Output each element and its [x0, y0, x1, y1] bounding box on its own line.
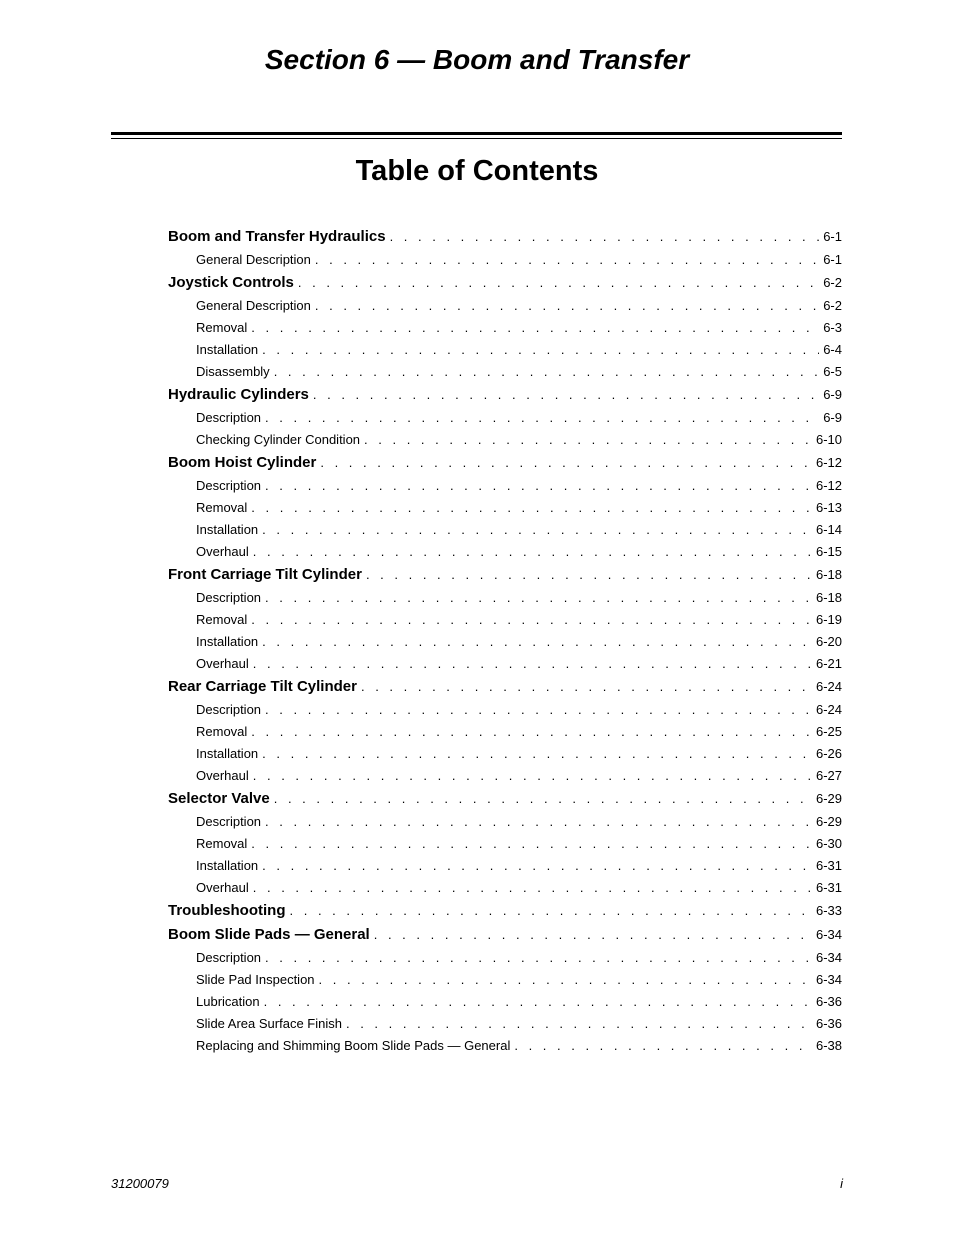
toc-section-entry[interactable] — [168, 923, 842, 947]
toc-entry-page: 6-38 — [815, 1038, 842, 1053]
toc-entry-page: 6-36 — [815, 1016, 842, 1031]
toc-section-entry[interactable] — [168, 787, 842, 811]
toc-entry-page: 6-27 — [815, 768, 842, 783]
toc-entry-label: Overhaul — [196, 768, 249, 783]
toc-entry-page: 6-19 — [815, 612, 842, 627]
toc-dot-leader — [320, 451, 812, 475]
toc-dot-leader — [253, 765, 812, 787]
toc-entry-page: 6-24 — [815, 679, 842, 694]
toc-dot-leader — [374, 923, 812, 947]
toc-entry-label: Boom and Transfer Hydraulics — [168, 228, 386, 245]
toc-entry-page: 6-1 — [823, 252, 842, 267]
header-rule-thick — [111, 132, 842, 135]
toc-dot-leader — [262, 743, 812, 765]
toc-dot-leader — [265, 587, 812, 609]
toc-dot-leader — [253, 653, 812, 675]
toc-entry-label: Installation — [196, 634, 259, 649]
toc-section-entry[interactable] — [168, 899, 842, 923]
toc-section-entry[interactable] — [168, 271, 842, 295]
toc-dot-leader — [265, 699, 812, 721]
toc-entry-label: Overhaul — [196, 544, 249, 559]
toc-dot-leader — [319, 969, 812, 991]
toc-dot-leader — [290, 899, 812, 923]
toc-subsection-entry[interactable] — [168, 877, 842, 899]
toc-entry-page: 6-15 — [815, 544, 842, 559]
toc-subsection-entry[interactable] — [168, 339, 842, 361]
toc-entry-page: 6-12 — [815, 455, 842, 470]
toc-dot-leader — [265, 811, 812, 833]
toc-dot-leader — [265, 407, 819, 429]
toc-entry-label: Installation — [196, 858, 259, 873]
toc-section-entry[interactable] — [168, 563, 842, 587]
toc-subsection-entry[interactable] — [168, 855, 842, 877]
toc-entry-page: 6-18 — [815, 590, 842, 605]
toc-entry-page: 6-31 — [815, 880, 842, 895]
toc-entry-page: 6-2 — [823, 275, 842, 290]
toc-entry-page: 6-1 — [823, 229, 842, 244]
toc-entry-label: Selector Valve — [168, 790, 270, 807]
toc-subsection-entry[interactable] — [168, 519, 842, 541]
toc-entry-page: 6-25 — [815, 724, 842, 739]
toc-entry-label: Lubrication — [196, 994, 260, 1009]
toc-entry-label: General Description — [196, 252, 311, 267]
section-title: Section 6 — Boom and Transfer — [264, 44, 690, 75]
toc-entry-page: 6-26 — [815, 746, 842, 761]
toc-entry-label: Installation — [196, 522, 259, 537]
toc-entry-page: 6-21 — [815, 656, 842, 671]
toc-subsection-entry[interactable] — [168, 947, 842, 969]
toc-dot-leader — [313, 383, 819, 407]
toc-subsection-entry[interactable] — [168, 743, 842, 765]
toc-entry-page: 6-14 — [815, 522, 842, 537]
toc-dot-leader — [262, 631, 812, 653]
toc-subsection-entry[interactable] — [168, 1035, 842, 1057]
toc-subsection-entry[interactable] — [168, 407, 842, 429]
toc-entry-label: Removal — [196, 836, 248, 851]
toc-entry-label: Slide Area Surface Finish — [196, 1016, 342, 1031]
toc-entry-page: 6-9 — [823, 410, 842, 425]
toc-dot-leader — [251, 609, 812, 631]
toc-dot-leader — [298, 271, 819, 295]
toc-dot-leader — [274, 787, 812, 811]
toc-entry-page: 6-33 — [815, 903, 842, 918]
toc-dot-leader — [274, 361, 820, 383]
toc-subsection-entry[interactable] — [168, 811, 842, 833]
toc-entry-label: Overhaul — [196, 656, 249, 671]
toc-entry-page: 6-13 — [815, 500, 842, 515]
toc-dot-leader — [251, 833, 812, 855]
toc-subsection-entry[interactable] — [168, 587, 842, 609]
header-rule-thin — [111, 138, 842, 139]
toc-dot-leader — [253, 541, 812, 563]
toc-subsection-entry[interactable] — [168, 475, 842, 497]
toc-dot-leader — [390, 225, 820, 249]
toc-entry-label: Removal — [196, 612, 248, 627]
toc-section-entry[interactable] — [168, 451, 842, 475]
toc-entry-page: 6-29 — [815, 814, 842, 829]
toc-entry-label: Description — [196, 410, 262, 425]
toc-subsection-entry[interactable] — [168, 653, 842, 675]
toc-entry-label: Description — [196, 478, 262, 493]
toc-subsection-entry[interactable] — [168, 497, 842, 519]
toc-entry-page: 6-34 — [815, 950, 842, 965]
toc-subsection-entry[interactable] — [168, 317, 842, 339]
toc-dot-leader — [265, 947, 812, 969]
toc-entry-label: Description — [196, 702, 262, 717]
toc-dot-leader — [253, 877, 812, 899]
toc-entry-label: Boom Slide Pads — General — [168, 926, 370, 943]
toc-entry-page: 6-2 — [823, 298, 842, 313]
toc-entry-page: 6-36 — [815, 994, 842, 1009]
toc-subsection-entry[interactable] — [168, 765, 842, 787]
toc-dot-leader — [346, 1013, 812, 1035]
toc-entry-label: Removal — [196, 320, 248, 335]
toc-entry-page: 6-34 — [815, 927, 842, 942]
toc-dot-leader — [264, 991, 812, 1013]
toc-dot-leader — [366, 563, 812, 587]
toc-subsection-entry[interactable] — [168, 295, 842, 317]
toc-entry-label: Overhaul — [196, 880, 249, 895]
toc-entry-label: Troubleshooting — [168, 902, 286, 919]
toc-entry-page: 6-34 — [815, 972, 842, 987]
toc-entry-label: Front Carriage Tilt Cylinder — [168, 566, 362, 583]
toc-entry-label: Hydraulic Cylinders — [168, 386, 309, 403]
toc-dot-leader — [262, 339, 819, 361]
toc-entry-page: 6-18 — [815, 567, 842, 582]
toc-section-entry[interactable] — [168, 225, 842, 249]
toc-entry-label: Joystick Controls — [168, 274, 294, 291]
footer-doc-number: 31200079 — [111, 1176, 169, 1191]
toc-dot-leader — [265, 475, 812, 497]
toc-entry-label: Removal — [196, 724, 248, 739]
toc-entry-label: Description — [196, 814, 262, 829]
toc-subsection-entry[interactable] — [168, 991, 842, 1013]
toc-section-entry[interactable] — [168, 675, 842, 699]
toc-subsection-entry[interactable] — [168, 721, 842, 743]
toc-dot-leader — [251, 317, 819, 339]
toc-dot-leader — [361, 675, 812, 699]
toc-entry-page: 6-9 — [823, 387, 842, 402]
toc-entry-label: Rear Carriage Tilt Cylinder — [168, 678, 357, 695]
toc-subsection-entry[interactable] — [168, 631, 842, 653]
toc-dot-leader — [364, 429, 812, 451]
toc-entry-label: Slide Pad Inspection — [196, 972, 315, 987]
toc-entry-page: 6-29 — [815, 791, 842, 806]
toc-entry-page: 6-3 — [823, 320, 842, 335]
toc-entry-label: General Description — [196, 298, 311, 313]
toc-dot-leader — [315, 295, 819, 317]
toc-entry-label: Checking Cylinder Condition — [196, 432, 361, 447]
toc-dot-leader — [251, 497, 812, 519]
toc-subsection-entry[interactable] — [168, 1013, 842, 1035]
toc-subsection-entry[interactable] — [168, 833, 842, 855]
toc-dot-leader — [262, 519, 812, 541]
toc-dot-leader — [262, 855, 812, 877]
toc-title: Table of Contents — [355, 155, 599, 187]
toc-dot-leader — [251, 721, 812, 743]
toc-entry-page: 6-24 — [815, 702, 842, 717]
toc-entry-page: 6-20 — [815, 634, 842, 649]
toc-subsection-entry[interactable] — [168, 609, 842, 631]
toc-entry-label: Replacing and Shimming Boom Slide Pads — General — [196, 1038, 511, 1053]
toc-entry-page: 6-4 — [823, 342, 842, 357]
toc-entry-label: Removal — [196, 500, 248, 515]
toc-section-entry[interactable] — [168, 383, 842, 407]
toc-entry-page: 6-10 — [815, 432, 842, 447]
toc-subsection-entry[interactable] — [168, 541, 842, 563]
toc-entry-label: Description — [196, 590, 262, 605]
toc-subsection-entry[interactable] — [168, 699, 842, 721]
toc-dot-leader — [315, 249, 819, 271]
toc-dot-leader — [514, 1035, 812, 1057]
toc-entry-page: 6-31 — [815, 858, 842, 873]
toc-subsection-entry[interactable] — [168, 249, 842, 271]
toc-entry-label: Description — [196, 950, 262, 965]
toc-entry-label: Disassembly — [196, 364, 270, 379]
toc-entry-label: Boom Hoist Cylinder — [168, 454, 317, 471]
toc-subsection-entry[interactable] — [168, 969, 842, 991]
toc-subsection-entry[interactable] — [168, 429, 842, 451]
toc-entry-label: Installation — [196, 342, 259, 357]
toc-list — [168, 225, 842, 1057]
footer-page-number: i — [840, 1176, 843, 1191]
toc-subsection-entry[interactable] — [168, 361, 842, 383]
toc-entry-page: 6-30 — [815, 836, 842, 851]
toc-entry-page: 6-5 — [823, 364, 842, 379]
toc-entry-label: Installation — [196, 746, 259, 761]
toc-entry-page: 6-12 — [815, 478, 842, 493]
